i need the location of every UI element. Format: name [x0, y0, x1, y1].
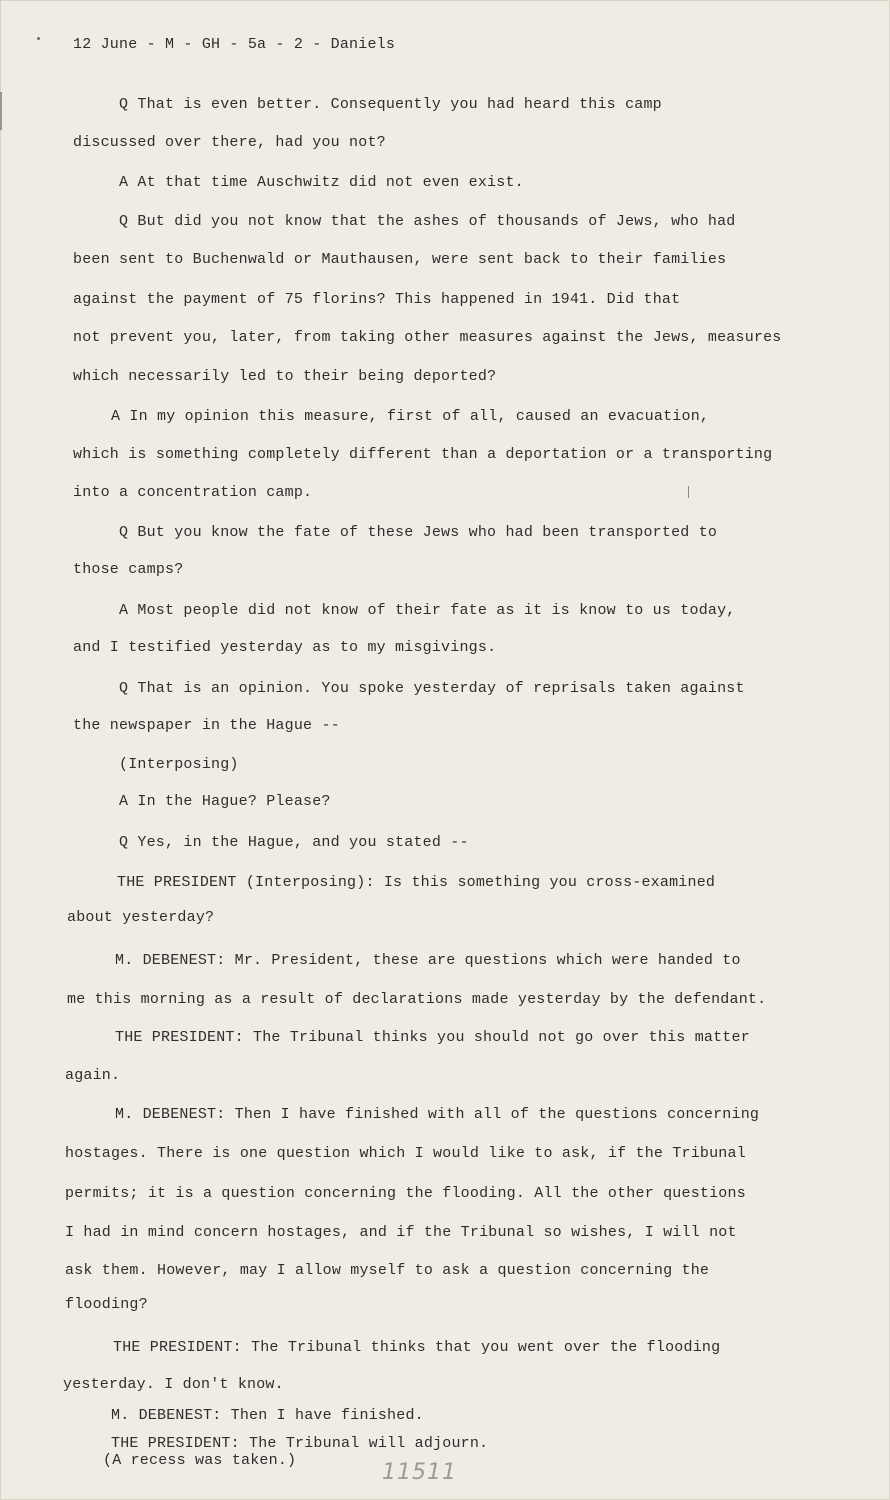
text-line: which necessarily led to their being deported?	[73, 368, 497, 385]
text-line: Q That is even better. Consequently you had heard this camp	[119, 96, 662, 113]
text-line: A Most people did not know of their fate as it is know to us today,	[119, 602, 736, 619]
text-line: Q But did you not know that the ashes of thousands of Jews, who had	[119, 213, 736, 230]
text-line: hostages. There is one question which I would like to ask, if the Tribunal	[65, 1145, 746, 1162]
text-line: A At that time Auschwitz did not even exist.	[119, 174, 524, 191]
page-number: 11511	[382, 1460, 457, 1485]
text-line: M. DEBENEST: Then I have finished.	[111, 1407, 424, 1424]
text-line: which is something completely different than a deportation or a transporting	[73, 446, 773, 463]
text-line: Q But you know the fate of these Jews who had been transported to	[119, 524, 718, 541]
text-line: me this morning as a result of declarations made yesterday by the defendant.	[67, 991, 767, 1008]
text-line: THE PRESIDENT (Interposing): Is this something you cross-examined	[117, 874, 716, 891]
text-line: again.	[65, 1067, 121, 1084]
text-line: THE PRESIDENT: The Tribunal thinks that you went over the flooding	[113, 1339, 721, 1356]
text-line: discussed over there, had you not?	[73, 134, 386, 151]
text-line: against the payment of 75 florins? This happened in 1941. Did that	[73, 291, 681, 308]
text-line: M. DEBENEST: Then I have finished with all of the questions concerning	[115, 1106, 760, 1123]
text-line: (A recess was taken.)	[103, 1452, 297, 1469]
text-line: THE PRESIDENT: The Tribunal thinks you should not go over this matter	[115, 1029, 750, 1046]
page-header: 12 June - M - GH - 5a - 2 - Daniels	[73, 36, 396, 53]
text-line: yesterday. I don't know.	[63, 1376, 284, 1393]
text-line: I had in mind concern hostages, and if the Tribunal so wishes, I will not	[65, 1224, 737, 1241]
stray-mark	[688, 486, 689, 498]
text-line: the newspaper in the Hague --	[73, 717, 340, 734]
text-line: those camps?	[73, 561, 184, 578]
text-line: not prevent you, later, from taking other measures against the Jews, measures	[73, 329, 782, 346]
punch-dot	[37, 37, 40, 40]
text-line: A In my opinion this measure, first of all, caused an evacuation,	[111, 408, 710, 425]
text-line: M. DEBENEST: Mr. President, these are questions which were handed to	[115, 952, 741, 969]
text-line: (Interposing)	[119, 756, 239, 773]
text-line: Q Yes, in the Hague, and you stated --	[119, 834, 469, 851]
text-line: Q That is an opinion. You spoke yesterday of reprisals taken against	[119, 680, 745, 697]
text-line: about yesterday?	[67, 909, 215, 926]
text-line: into a concentration camp.	[73, 484, 313, 501]
text-line: been sent to Buchenwald or Mauthausen, were sent back to their families	[73, 251, 727, 268]
text-line: and I testified yesterday as to my misgivings.	[73, 639, 497, 656]
text-line: A In the Hague? Please?	[119, 793, 331, 810]
edge-mark	[0, 92, 2, 130]
text-line: permits; it is a question concerning the flooding. All the other questions	[65, 1185, 746, 1202]
text-line: flooding?	[65, 1296, 148, 1313]
text-line: THE PRESIDENT: The Tribunal will adjourn.	[111, 1435, 489, 1452]
text-line: ask them. However, may I allow myself to ask a question concerning the	[65, 1262, 710, 1279]
